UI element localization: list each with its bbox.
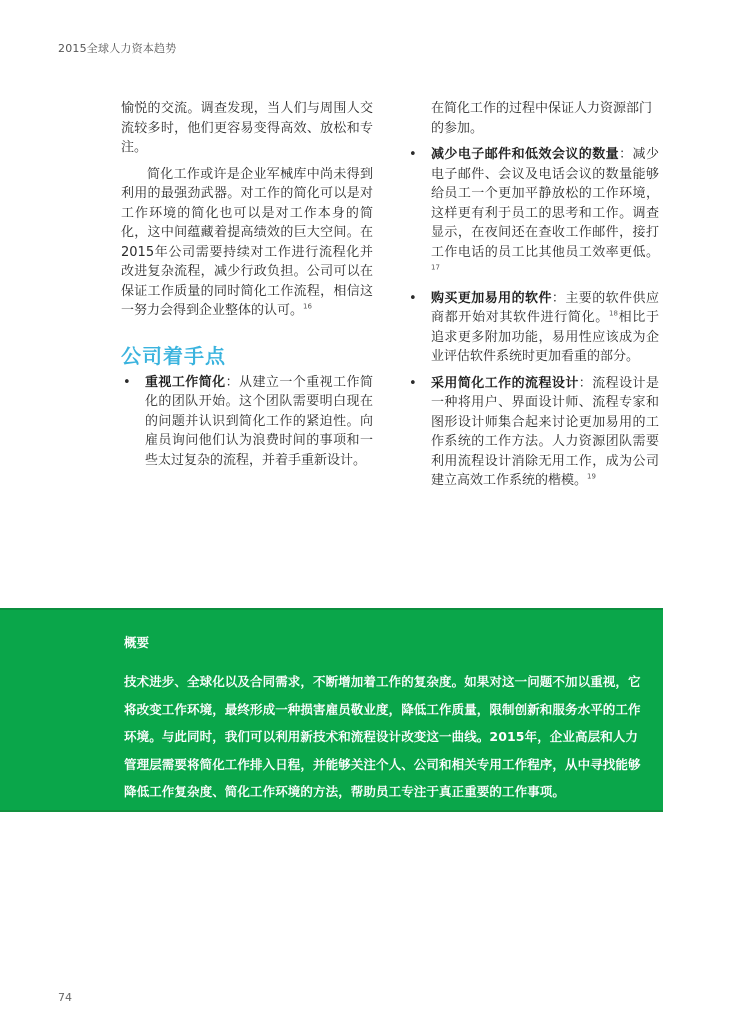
list-item-lead: 购买更加易用的软件 — [431, 290, 552, 306]
bullet-icon: • — [123, 374, 131, 390]
action-list — [121, 373, 373, 471]
bullet-icon: • — [409, 375, 417, 391]
list-item-lead: 重视工作简化 — [145, 374, 226, 390]
list-item-body: ：流程设计是一种将用户、界面设计师、流程专家和图形设计师集合起来讨论更加易用的工作系统的工作方法。人力资源团队需要利用流程设计消除无用工作，成为公司建立高效工作系统的楷模。 — [431, 375, 659, 488]
summary-title: 概要 — [124, 635, 150, 650]
footnote-ref: 16 — [303, 302, 312, 311]
list-item — [407, 145, 659, 282]
list-item — [121, 373, 373, 471]
paragraph-text: 简化工作或许是企业军械库中尚未得到利用的最强劲武器。对工作的简化可以是对工作环境的简化也可以是对工作本身的简化，这中间蕴藏着提高绩效的巨大空间。在2015年公司需要持续对工作进行流程化并改进复杂流程，减少行政负担。公司可以在保证工作质量的同时简化工作流程，相信这一努力会得到企业整体的认可。 — [121, 166, 373, 318]
list-item — [407, 289, 659, 367]
page-number: 74 — [58, 991, 72, 1004]
summary-text: 技术进步、全球化以及合同需求，不断增加着工作的复杂度。如果对这一问题不加以重视，它将改变工作环境，最终形成一种损害雇员敬业度，降低工作质量，限制创新和服务水平的工作环境。与此同时，我们可以利用新技术和流程设计改变这一曲线。2015年，企业高层和人力管理层需要将简化工作排入日程，并能够关注个人、公司和相关专用工作程序，从中寻找能够降低工作复杂度、简化工作环境的方法，帮助员工专注于真正重要的工作事项。 — [124, 674, 641, 799]
footnote-ref: 19 — [587, 472, 596, 481]
summary-box — [0, 608, 663, 812]
right-column — [407, 99, 659, 498]
footnote-ref: 17 — [431, 263, 440, 272]
footnote-ref: 18 — [608, 309, 618, 318]
list-item-body: ：减少电子邮件、会议及电话会议的数量能够给员工一个更加平静放松的工作环境，这样更有利于员工的思考和工作。调查显示，在夜间还在查收工作邮件，接打工作电话的员工比其他员工效率更低。 — [431, 147, 659, 260]
body-paragraph — [121, 165, 373, 321]
running-header-title: 2015全球人力资本趋势 — [58, 42, 177, 55]
bullet-icon: • — [409, 147, 417, 162]
section-heading: 公司着手点 — [121, 343, 226, 368]
list-item-body: ：主要的软件供应商都开始对其软件进行简化。 — [431, 290, 659, 325]
list-item-lead: 减少电子邮件和低效会议的数量 — [431, 147, 620, 162]
action-list-continued — [407, 145, 659, 491]
bullet-icon: • — [409, 290, 417, 306]
list-item-body: ：从建立一个重视工作简化的团队开始。这个团队需要明白现在的问题并认识到简化工作的紧迫性。向雇员询问他们认为浪费时间的事项和一些太过复杂的流程，并着手重新设计。 — [145, 374, 373, 468]
list-item-body: 相比于追求更多附加功能，易用性应该成为企业评估软件系统时更加看重的部分。 — [431, 310, 659, 364]
list-item-continuation: 在简化工作的过程中保证人力资源部门的参加。 — [431, 101, 653, 136]
left-column — [121, 99, 373, 477]
list-item — [407, 374, 659, 491]
body-paragraph: 愉悦的交流。调查发现，当人们与周围人交流较多时，他们更容易变得高效、放松和专注。 — [121, 101, 373, 155]
list-item-lead: 采用简化工作的流程设计 — [431, 375, 579, 391]
